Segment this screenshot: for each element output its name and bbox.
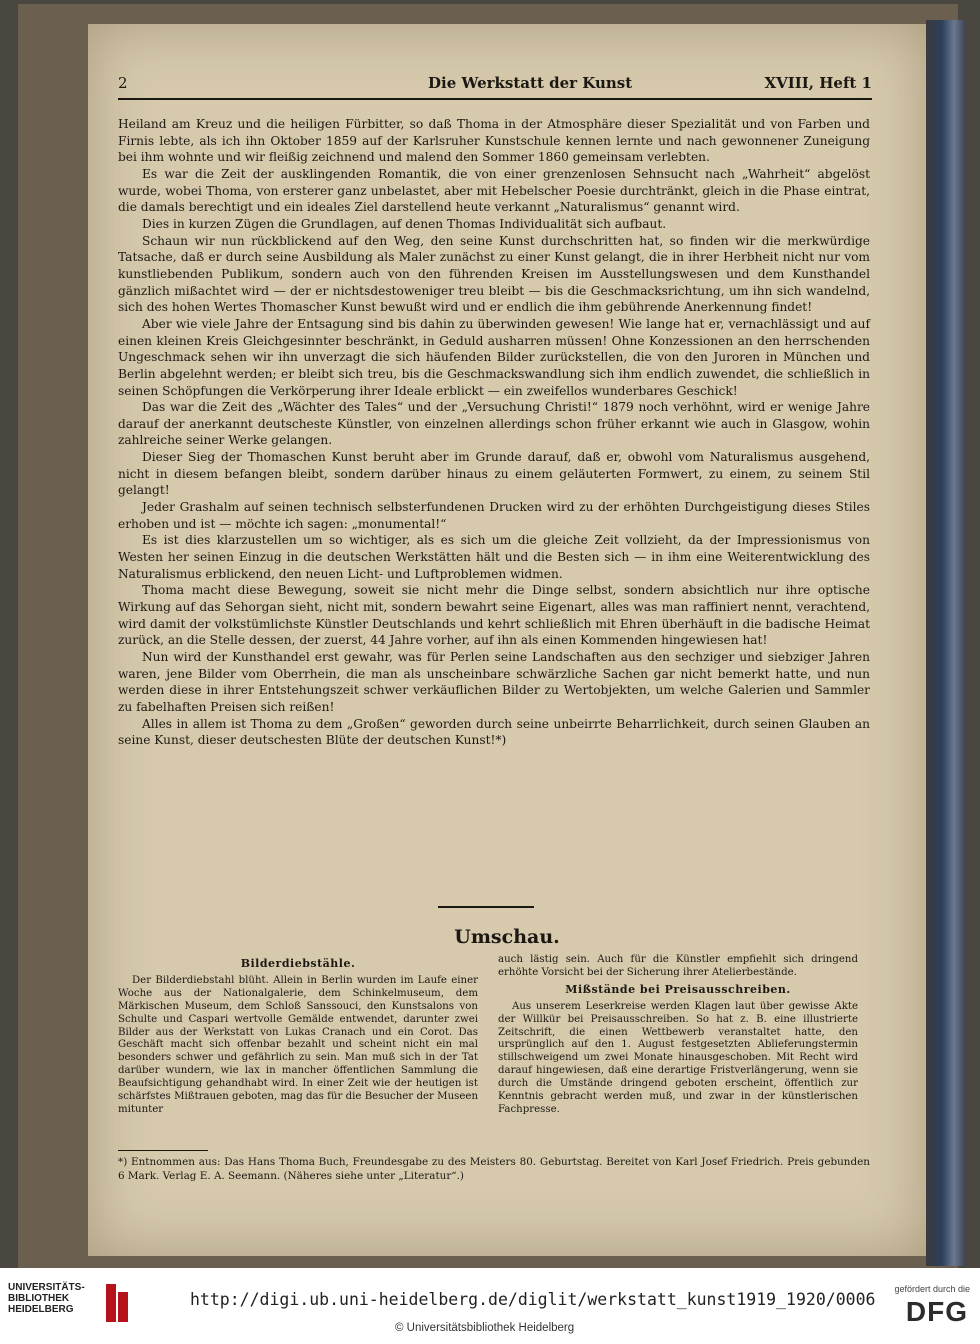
paragraph: Jeder Grashalm auf seinen technisch selbsterfundenen Drucken wird zu der erhöhten Durchgeistigung dieses Stiles erhoben und ist — möchte ich sagen: „monumental!“ <box>118 500 870 531</box>
book-page <box>88 24 926 1256</box>
copyright-notice: © Universitätsbibliothek Heidelberg <box>395 1322 575 1334</box>
logo-line: UNIVERSITÄTS- <box>8 1282 85 1293</box>
paragraph: Heiland am Kreuz und die heiligen Fürbitter, so daß Thoma in der Atmosphäre dieser Spezialität und von Farben und Firnis lebte, als ich ihn Oktober 1859 auf der Karlsruher Kunstschule kennen lernte und nach gewonnener Zuneigung bei ihm wohnte und wir fleißig zeichnend und malend den Sommer 1860 gemeinsam verlebten. <box>118 117 870 165</box>
paragraph: Alles in allem ist Thoma zu dem „Großen“ geworden durch seine unbeirrte Beharrlichkeit, durch seinen Glauben an seine Kunst, dieser deutschesten Blüte der deutschen Kunst!*) <box>118 716 870 748</box>
header-rule <box>118 98 872 100</box>
footnote: *) Entnommen aus: Das Hans Thoma Buch, Freundesgabe zu des Meisters 80. Geburtstag. Bereitet von Karl Josef Friedrich. Preis gebunden 6 Mark. Verlag E. A. Seemann. (Näheres siehe unter „Literatur“.) <box>118 1156 870 1182</box>
section-title: Umschau. <box>454 926 560 948</box>
column-paragraph: Aus unserem Leserkreise werden Klagen laut über gewisse Akte der Willkür bei Preisausschreiben. So hat z. B. eine illustrierte Zeitschrift, die einen Wettbewerb veranstaltet hatte, den ursprünglich auf den 1. August festgesetzten Ablieferungstermin stillschweigend um zwei Monate hinausgeschoben. Mit Recht wird darauf hingewiesen, daß eine derartige Fristverlängerung, wenn sie durch die Umstände dringend geboten erscheint, öffentlich zur Kenntnis gebracht werden muß, und zwar in der künstlerischen Fachpresse. <box>498 1000 858 1115</box>
column-paragraph: Der Bilderdiebstahl blüht. Allein in Berlin wurden im Laufe einer Woche aus der Nationalgalerie, dem Schinkelmuseum, dem Märkischen Museum, dem Schloß Sanssouci, den Kunstsalons von Schulte und Caspari wertvolle Gemälde entwendet, darunter zwei Bilder aus der Werkstatt von Lukas Cranach und ein Corot. Das Geschäft macht sich offenbar bezahlt und scheint nicht ein mal besonders schwer und gefährlich zu sein. Man muß sich in der Tat darüber wundern, wie lax in mancher öffentlichen Sammlung die Beaufsichtigung gehandhabt wird. In einer Zeit wie der heutigen ist schärfstes Mißtrauen geboten, mag das für die Besucher der Museen mitunter <box>118 974 478 1115</box>
subheading: Mißstände bei Preisausschreiben. <box>565 982 791 996</box>
library-logo[interactable] <box>8 1282 100 1315</box>
right-column <box>498 954 858 1117</box>
funding-text: gefördert durch die <box>894 1284 970 1294</box>
permalink-url[interactable]: http://digi.ub.uni-heidelberg.de/diglit/werkstatt_kunst1919_1920/0006 <box>190 1290 876 1309</box>
article-body <box>118 116 870 749</box>
paragraph: Es war die Zeit der ausklingenden Romantik, die von einer grenzenlosen Sehnsucht nach „Wahrheit“ abgelöst wurde, wobei Thoma, von ersterer ganz unbelastet, aber mit Hebelscher Poesie durchtränkt, gleich in die Phase eintrat, die damals berechtigt und ein ideales Ziel darstellend heute verkannt „Naturalismus“ genannt wird. <box>118 166 870 215</box>
dfg-logo[interactable]: DFG <box>905 1296 968 1327</box>
running-header <box>118 74 872 96</box>
viewer-footer <box>0 1268 980 1344</box>
subheading: Bilderdiebstähle. <box>240 957 356 970</box>
issue-label: XVIII, Heft 1 <box>764 74 872 92</box>
logo-line: HEIDELBERG <box>8 1304 74 1315</box>
book-spine <box>926 20 966 1266</box>
paragraph: Das war die Zeit des „Wächter des Tales“ und der „Versuchung Christi!“ 1879 noch verhöhnt, wird er wenige Jahre darauf der anerkannt deutscheste Künstler, von einzelnen allerdings schon früher erkannt wie auch in Glasgow, wohin zahlreiche seiner Werke gelangen. <box>118 400 870 448</box>
section-separator <box>438 906 534 908</box>
paragraph: Schaun wir nun rückblickend auf den Weg, den seine Kunst durchschritten hat, so finden wir die merkwürdige Tatsache, daß er durch seine Ausbildung als Maler zunächst zu einer Kunst gelangt, die in ihrer Herbheit nicht nur vom kunstliebenden Publikum, sondern auch von den führenden Kreisen im Ausstellungswesen und dem Kunsthandel gänzlich mißachtet wird — der er nichtsdestoweniger treu bleibt — bis die Geschmacksrichtung, um ihn sich wandelnd, sich des hohen Wertes Thomascher Kunst bewußt wird und er endlich die ihm gebührende Anerkennung findet! <box>118 233 870 315</box>
page-number: 2 <box>118 74 128 92</box>
journal-title: Die Werkstatt der Kunst <box>428 74 633 92</box>
left-column <box>118 954 478 1117</box>
library-mark-icon <box>104 1282 130 1324</box>
paragraph: Dies in kurzen Zügen die Grundlagen, auf denen Thomas Individualität sich aufbaut. <box>142 216 667 231</box>
paragraph: Nun wird der Kunsthandel erst gewahr, was für Perlen seine Landschaften aus den sechziger und siebziger Jahren waren, jene Bilder vom Oberrhein, die man als unscheinbare schwärzliche Sachen gar nicht bemerkt hatte, und nun werden diese in ihrer Entstehungszeit schwer verkäuflichen Bilder zu Wertobjekten, um welche Galerien und Sammler zu fabelhaften Preisen sich reißen! <box>118 650 870 714</box>
paragraph: Aber wie viele Jahre der Entsagung sind bis dahin zu überwinden gewesen! Wie lange hat er, vernachlässigt und auf einen kleinen Kreis Gleichgesinnter beschränkt, in Geduld ausharren müssen! Ohne Konzessionen an den herrschenden Ungeschmack sehen wir ihn unverzagt die sich häufenden Bilder zurückstellen, die von den Juroren in München und Berlin abgelehnt werden; er bleibt sich treu, bis die Geschmackswandlung sich ihm endlich zuwendet, die schließlich in seinen Schöpfungen die Verkörperung ihrer Ideale erblickt — ein zweifellos wunderbares Geschick! <box>118 316 870 398</box>
footnote-rule <box>118 1150 208 1151</box>
paragraph: Es ist dies klarzustellen um so wichtiger, als es sich um die gleiche Zeit vollzieht, da der Impressionismus von Westen her seinen Einzug in die deutschen Werkstätten hält und die Besten sich — in ihm eine Weiterentwicklung des Naturalismus erblickend, den neuen Licht- und Luftproblemen widmen. <box>118 533 870 581</box>
logo-line: BIBLIOTHEK <box>8 1293 70 1304</box>
paragraph: Dieser Sieg der Thomaschen Kunst beruht aber im Grunde darauf, daß er, obwohl vom Naturalismus ausgehend, nicht in diesem befangen bleibt, sondern darüber hinaus zu einem geläuterten Formwert, zu einem, zu seinem Stil gelangt! <box>118 450 870 498</box>
column-paragraph: auch lästig sein. Auch für die Künstler empfiehlt sich dringend erhöhte Vorsicht bei der Sicherung ihrer Atelierbestände. <box>498 954 858 978</box>
paragraph: Thoma macht diese Bewegung, soweit sie nicht mehr die Dinge selbst, sondern absichtlich nur ihre optische Wirkung auf das Sehorgan sieht, nicht mit, sondern bewahrt seine Eigenart, alles was man raffiniert nennt, verachtend, wird damit der volkstümlichste Künstler Deutschlands und kehrt schließlich mit Ehren überhäuft in die badische Heimat zurück, an die Stelle dessen, der zuerst, 44 Jahre vorher, auf ihn als einen Kommenden hingewiesen hat! <box>118 583 870 648</box>
